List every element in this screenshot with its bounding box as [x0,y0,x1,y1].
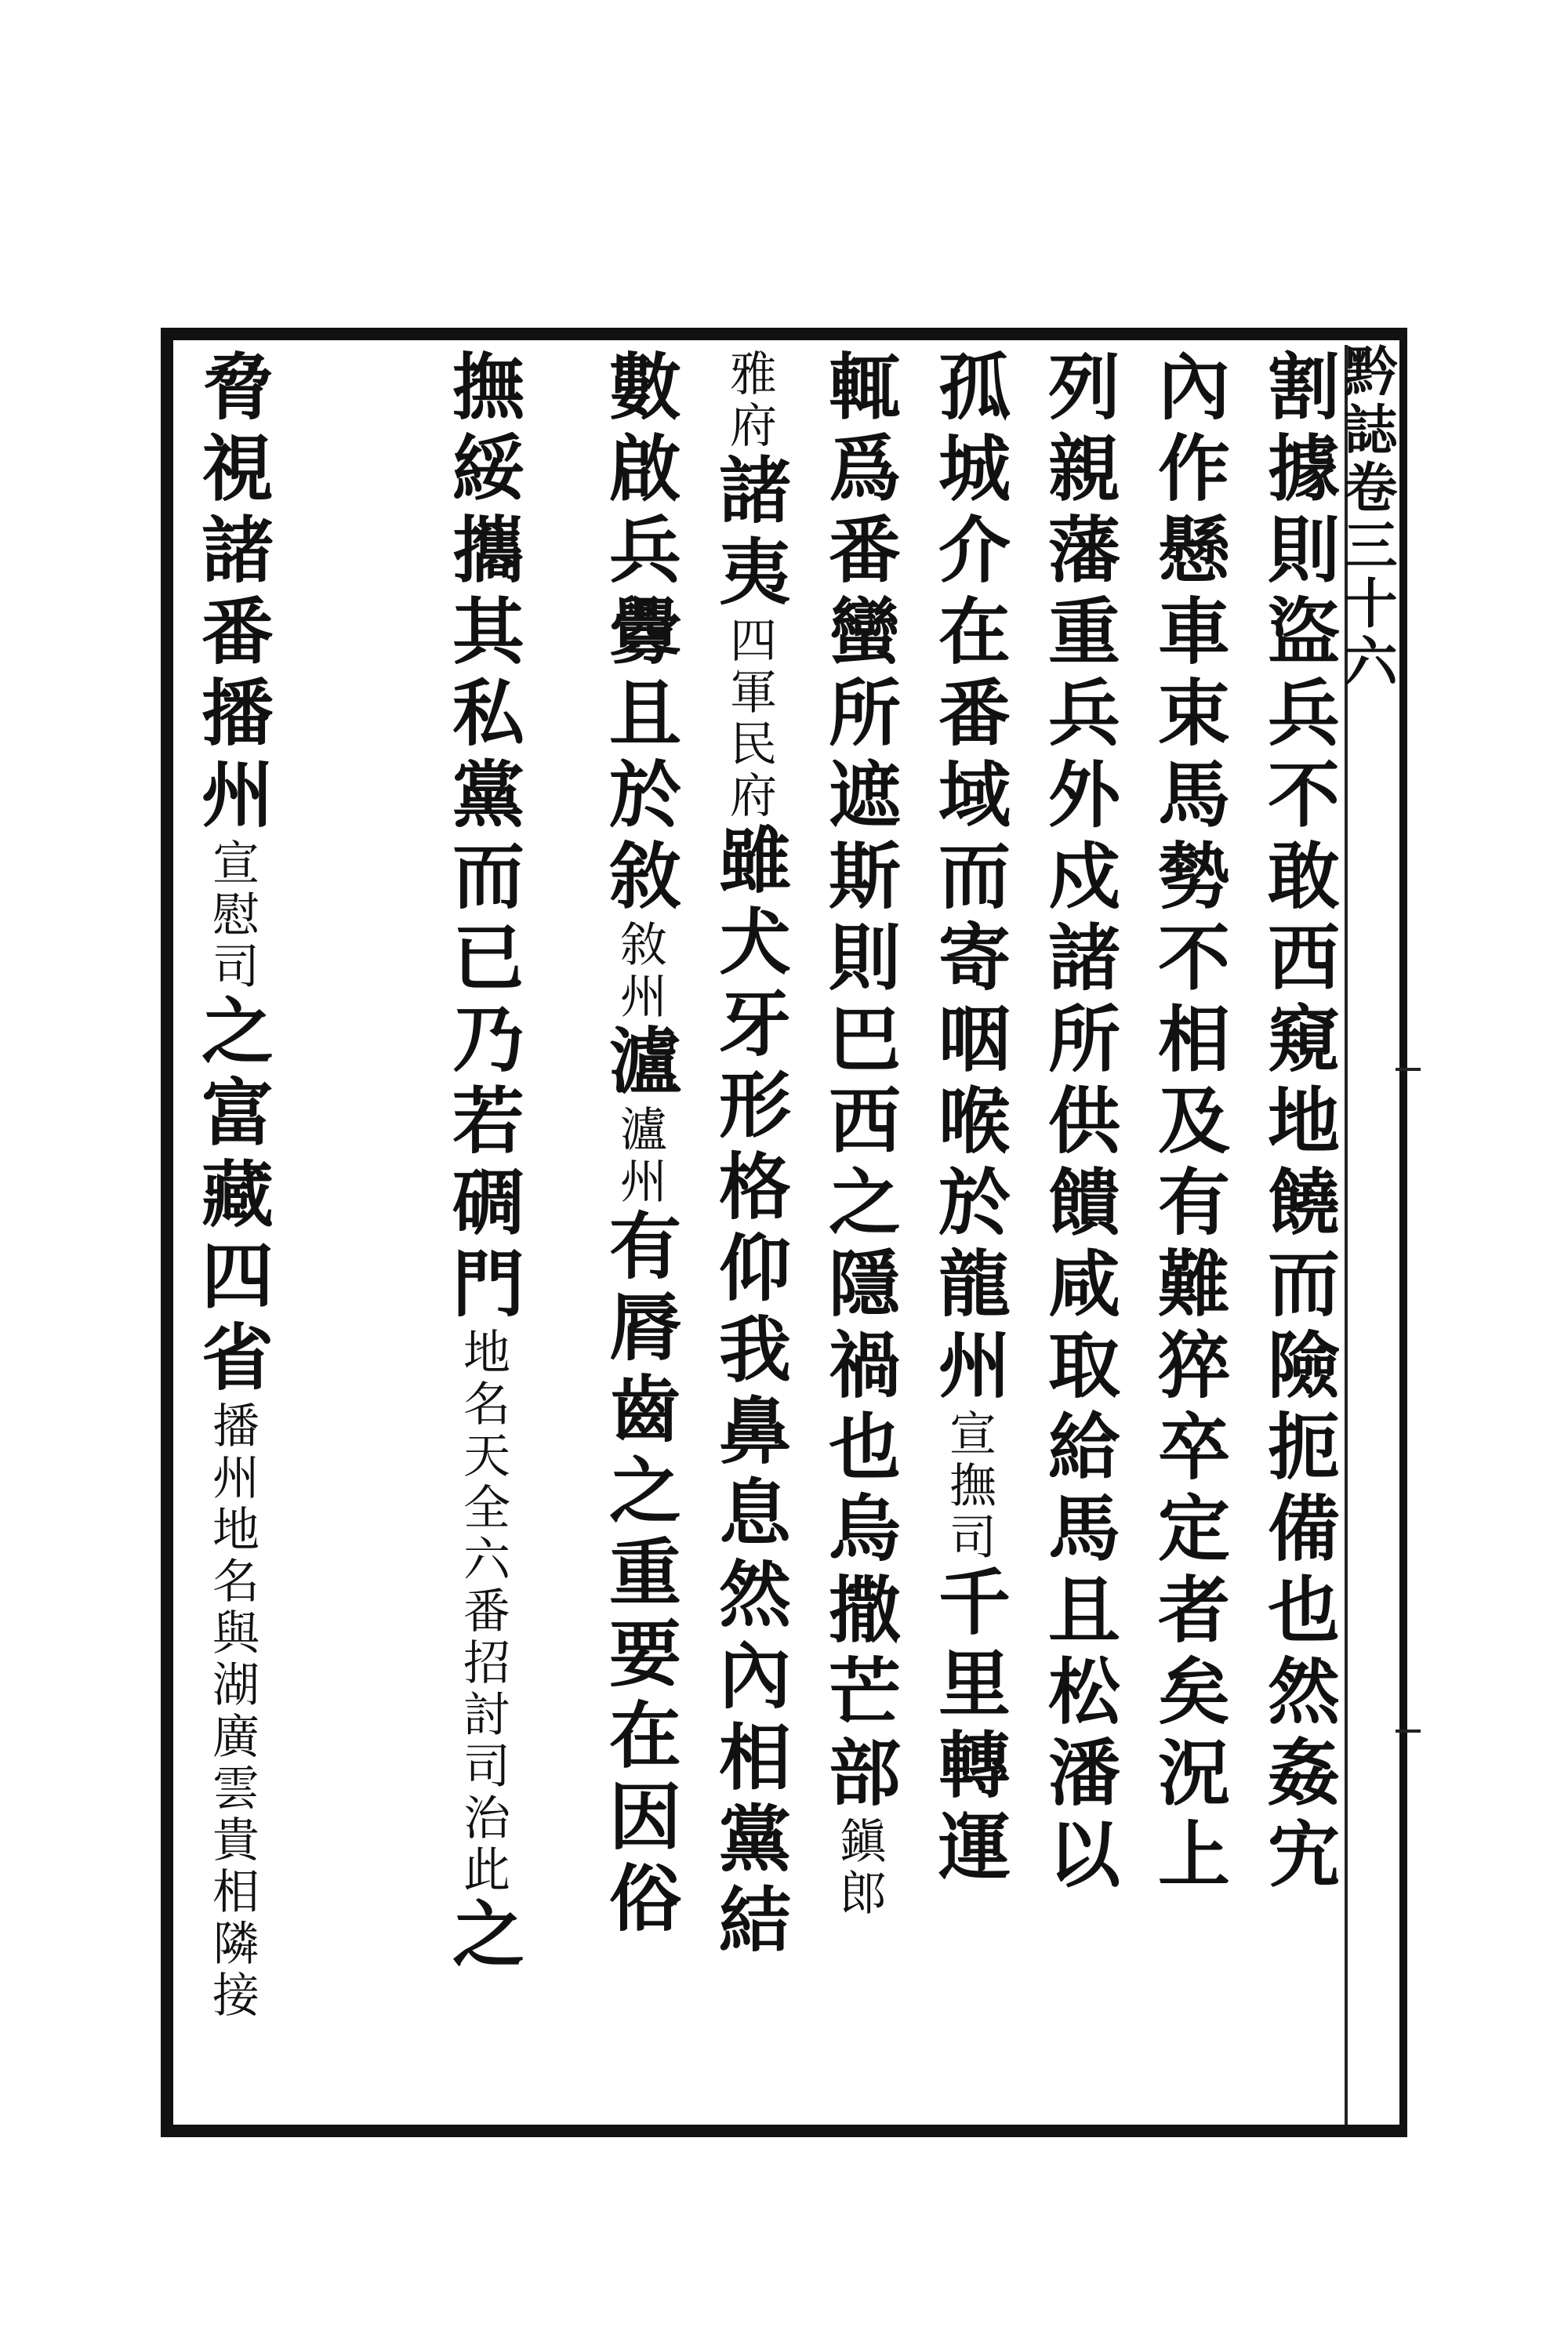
text-column-8 [439,349,527,1978]
text-column-4 [925,349,1013,1890]
text-column-5 [815,349,903,1920]
column-text: 孤城介在番域而寄咽喉於龍州 [927,349,1011,1409]
margin-tick-upper [1396,1068,1421,1071]
text-column-6 [706,349,793,1964]
column-text: 雖犬牙形格仰我鼻息然內相黨結 [707,822,792,1964]
interlinear-note: 四軍民府 [722,615,777,822]
interlinear-note: 鎭郎 [832,1817,887,1920]
text-column-3 [1035,349,1123,1898]
column-text: 割據則盜兵不敢西窺地饒而險扼備也然姦宄 [1256,349,1341,1898]
interlinear-note: 敘州 [612,920,667,1023]
text-column-7 [596,349,684,1942]
column-text: 內作懸車束馬勢不相及有難猝卒定者矣況上 [1146,349,1231,1898]
text-column-9 [188,349,276,2022]
interlinear-note: 播州地名與湖廣雲貴相隣接 [205,1401,260,2022]
interlinear-note: 地名天全六番招討司治此 [456,1327,510,1896]
column-text: 輒爲番蠻所遮斯則巴西之隱禍也烏撒芒部 [817,349,902,1817]
column-text: 瀘 [597,1023,682,1105]
column-text: 之富藏四省 [190,993,274,1401]
column-text: 數啟兵釁且於敘 [597,349,682,920]
text-column-2 [1145,349,1232,1898]
interlinear-note: 宣撫司 [942,1409,996,1564]
margin-tick-lower [1396,1730,1421,1733]
column-text: 脅視諸番播州 [190,349,274,838]
interlinear-note: 瀘州 [612,1105,667,1208]
column-text: 之 [441,1896,525,1978]
column-text: 有脣齒之重要在因俗 [597,1208,682,1942]
running-head: 黔誌卷三十六 [1335,343,1398,691]
column-text: 諸夷 [707,452,792,615]
column-text: 千里轉運 [927,1564,1011,1890]
interlinear-note: 宣慰司 [205,838,260,993]
text-column-1 [1254,349,1342,1898]
column-text: 撫綏攜其私黨而已乃若碉門 [441,349,525,1327]
interlinear-note: 雅府 [722,349,777,452]
column-text: 列親藩重兵外戍諸所供饋咸取給馬且松潘以 [1036,349,1121,1898]
